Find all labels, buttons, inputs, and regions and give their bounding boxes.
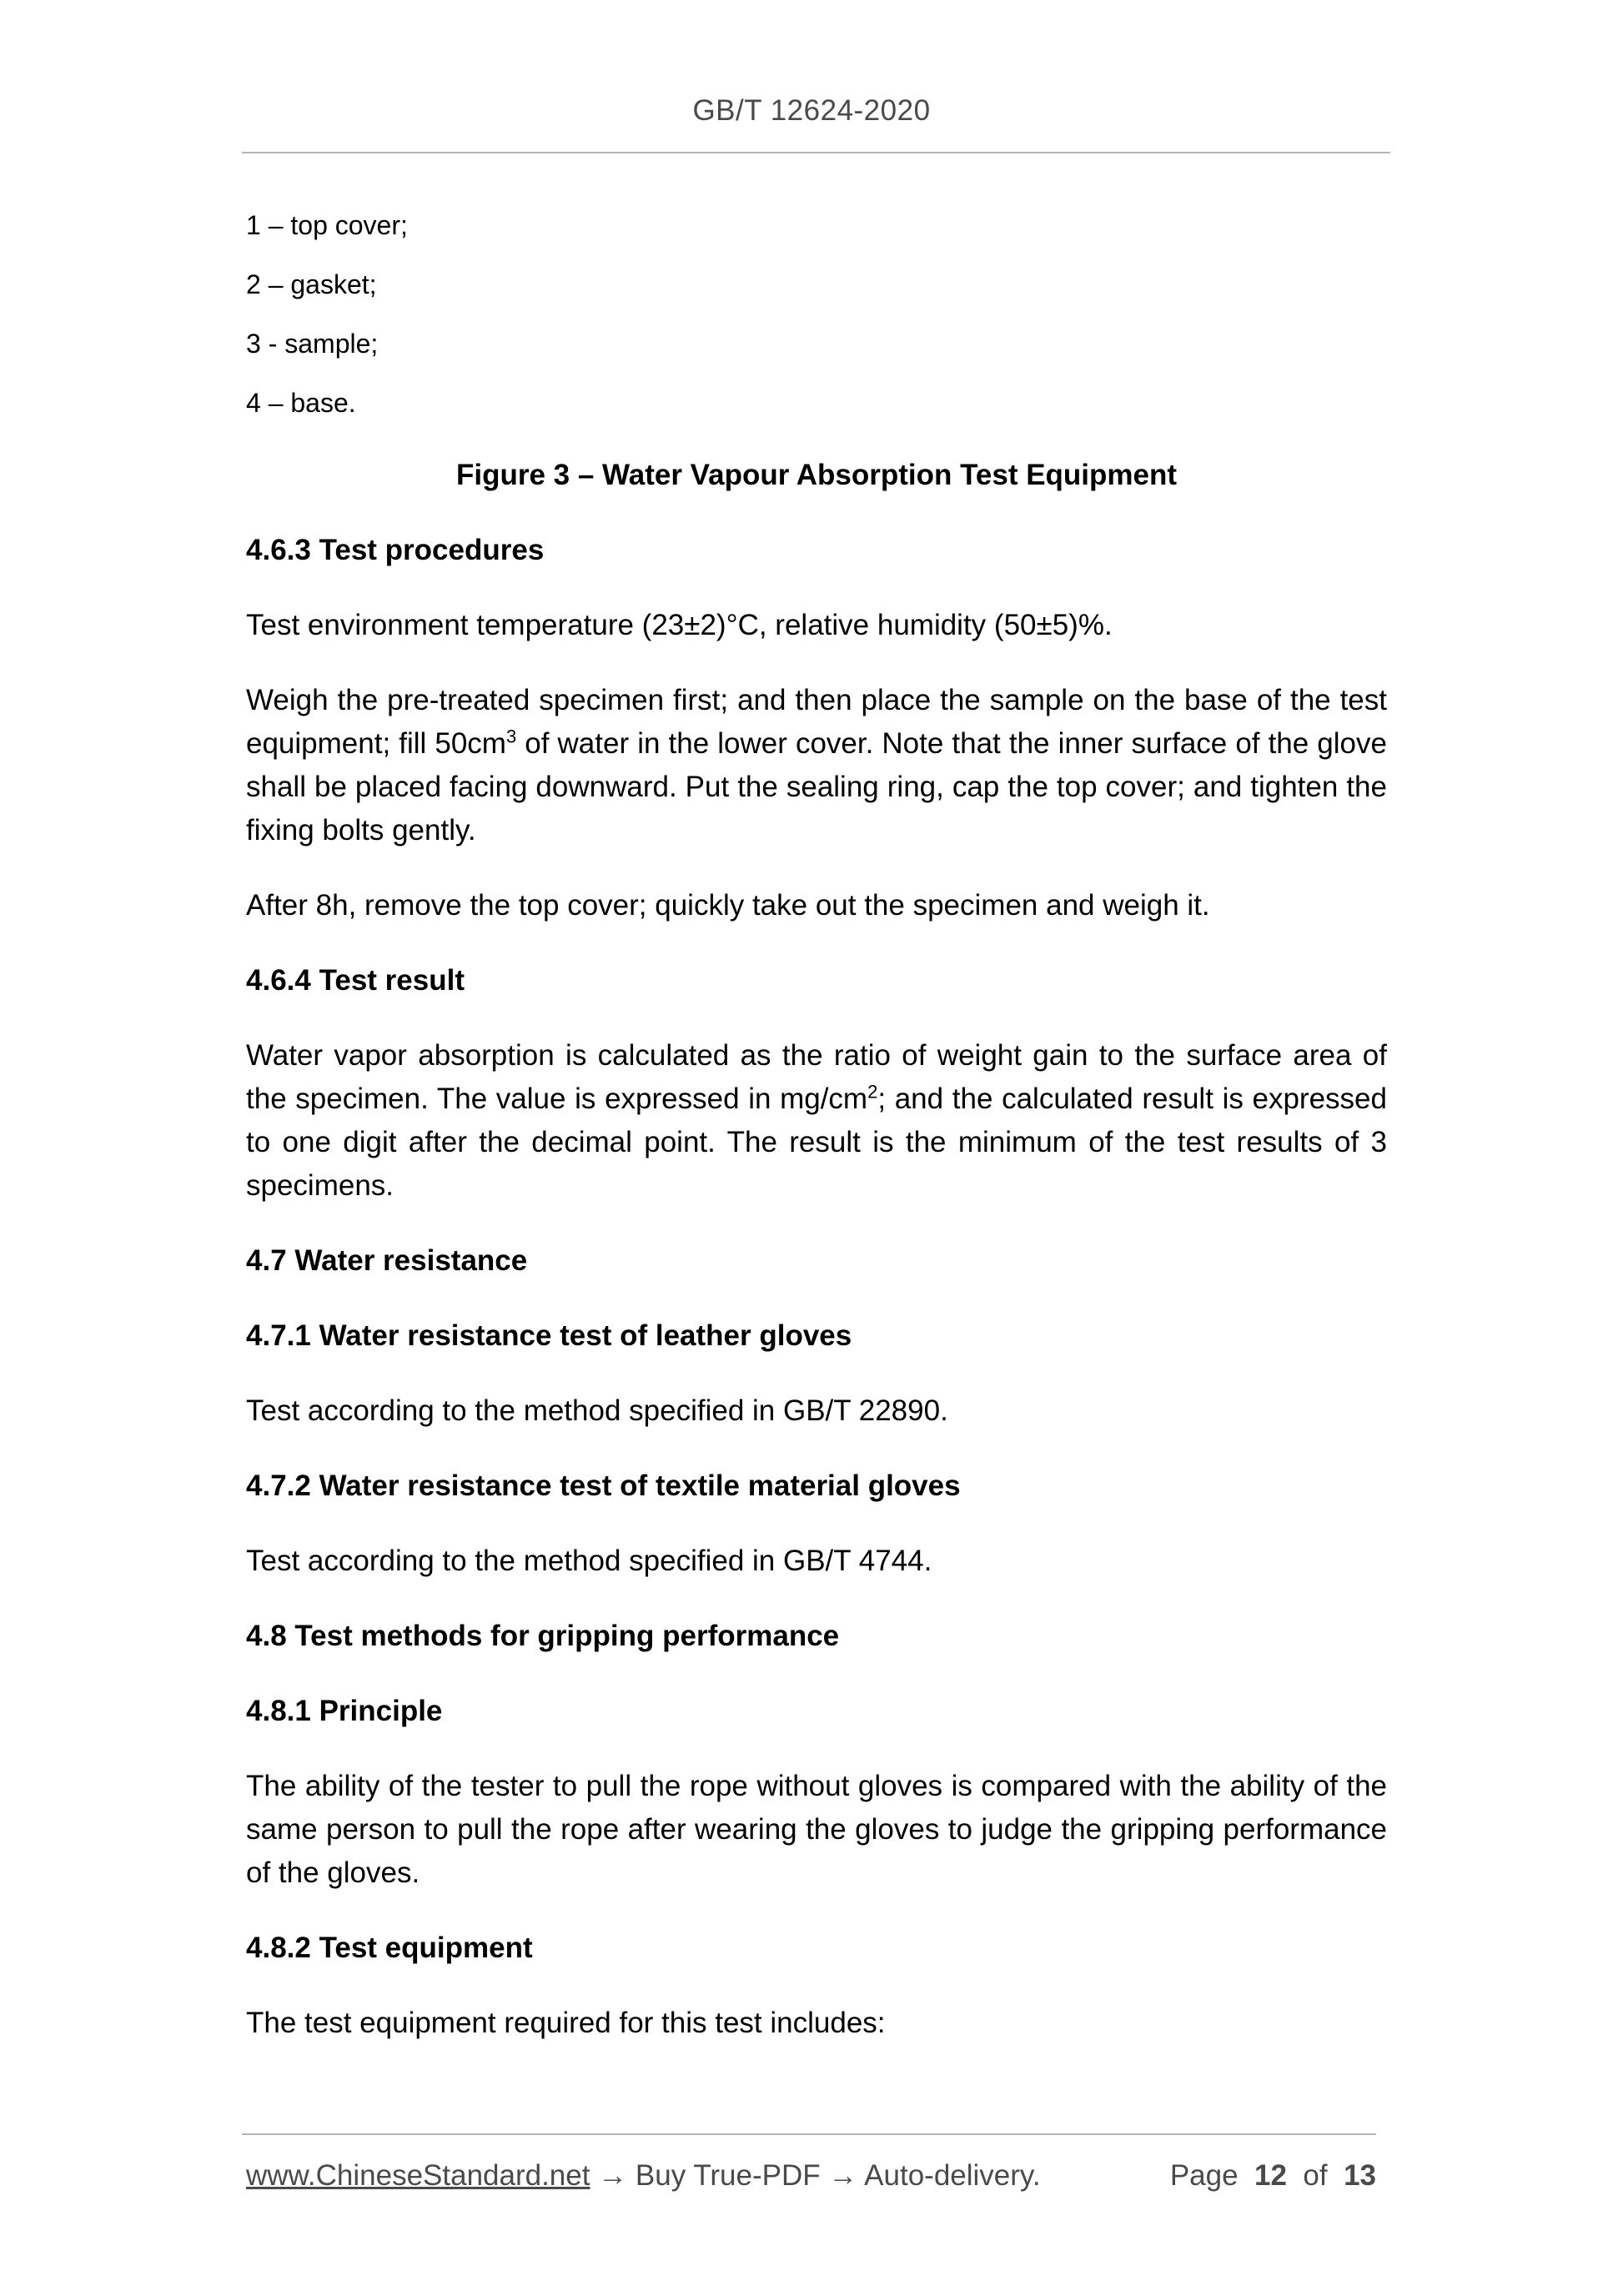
section-heading: 4.7 Water resistance — [246, 1244, 528, 1277]
page-number: 12 — [1254, 2159, 1287, 2192]
superscript: 2 — [867, 1081, 878, 1103]
paragraph: Test environment temperature (23±2)°C, relative humidity (50±5)%. — [246, 609, 1113, 641]
page-indicator — [1170, 2155, 1376, 2197]
paragraph: Test according to the method specified in GB/T 4744. — [246, 1545, 932, 1577]
figure-caption: Figure 3 – Water Vapour Absorption Test Equipment — [455, 459, 1178, 491]
section-heading: 4.8.1 Principle — [246, 1695, 443, 1727]
section-heading: 4.8 Test methods for gripping performance — [246, 1620, 840, 1652]
header-divider — [242, 152, 1390, 153]
of-label: of — [1303, 2159, 1328, 2192]
paragraph: The ability of the tester to pull the rope without gloves is compared with the ability of the same person to pull the rope after wearing the gloves to judge the gripping performance of the gloves. — [246, 1770, 1387, 1889]
section-heading: 4.7.2 Water resistance test of textile material gloves — [246, 1470, 961, 1502]
section-heading: 4.8.2 Test equipment — [246, 1932, 533, 1964]
paragraph: The test equipment required for this test includes: — [246, 2007, 886, 2039]
paragraph: After 8h, remove the top cover; quickly take out the specimen and weigh it. — [246, 889, 1210, 922]
footer-tagline: → Buy True-PDF → Auto-delivery. — [590, 2159, 1041, 2192]
paragraph-text: Weigh the pre-treated specimen first; and then place the sample on the base of the test equipment; fill 50cm — [246, 684, 1387, 760]
figure-legend — [246, 207, 1387, 421]
website-link[interactable]: www.ChineseStandard.net — [246, 2159, 590, 2192]
legend-item: 2 – gasket; — [246, 269, 377, 299]
section-heading: 4.6.4 Test result — [246, 964, 465, 997]
paragraph: Test according to the method specified in GB/T 22890. — [246, 1394, 948, 1427]
section-heading: 4.7.1 Water resistance test of leather gloves — [246, 1319, 852, 1352]
paragraph — [246, 679, 1387, 852]
legend-item: 4 – base. — [246, 388, 356, 418]
legend-item: 3 - sample; — [246, 329, 379, 359]
paragraph-text: of water in the lower cover. Note that the inner surface of the glove shall be placed facing downward. Put the sealing ring, cap the top cover; and tighten the fixing bolts gently. — [246, 727, 1387, 847]
page-body — [246, 207, 1387, 2077]
legend-item: 1 – top cover; — [246, 210, 408, 240]
page-label: Page — [1169, 2159, 1239, 2192]
superscript: 3 — [505, 726, 517, 747]
paragraph-text: Water vapor absorption is calculated as the ratio of weight gain to the surface area of the specimen. The value is expressed in mg/cm — [246, 1039, 1387, 1115]
section-heading: 4.6.3 Test procedures — [246, 534, 545, 566]
footer-promo — [246, 2155, 1041, 2197]
paragraph-text: ; and the calculated result is expressed to one digit after the decimal point. The result is the minimum of the test results of 3 specimens. — [246, 1083, 1387, 1202]
total-pages: 13 — [1344, 2159, 1376, 2192]
footer-divider — [242, 2133, 1376, 2135]
paragraph — [246, 1034, 1387, 1208]
document-code-header: GB/T 12624-2020 — [692, 94, 931, 127]
